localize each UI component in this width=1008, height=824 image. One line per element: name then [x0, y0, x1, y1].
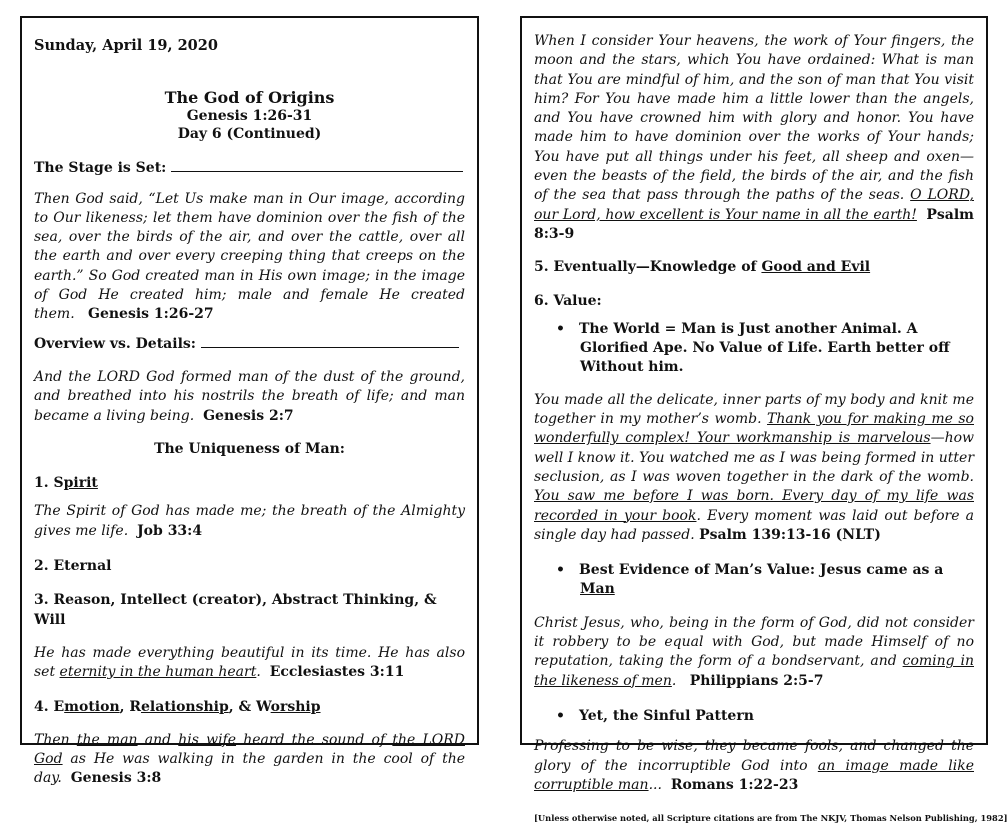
- quote-text: .: [671, 672, 677, 689]
- overview-line: [34, 334, 465, 354]
- quote-text: .: [256, 664, 261, 681]
- point-text: R: [129, 698, 142, 715]
- scripture-range: Genesis 1:26-31: [186, 108, 313, 125]
- quote-underlined: the LORD God: [34, 731, 465, 768]
- genesis-3-quote: [34, 731, 465, 789]
- quote-reference: Psalm 139:13-16 (NLT): [699, 526, 881, 543]
- quote-text: Christ Jesus, who, being in the form of God, did not consider it robbery to be equal with God, but made Himself of no reputation, taking the form of a bondservant, and: [534, 614, 974, 670]
- genesis-2-quote: [34, 368, 465, 426]
- point-knowledge: [534, 258, 974, 277]
- quote-underlined: You saw me before I was born. Every day of my life was recorded in your book: [534, 488, 974, 524]
- stage-set-label: The Stage is Set:: [34, 160, 167, 177]
- point-underlined: pirit: [63, 475, 98, 492]
- romans-quote: [534, 737, 974, 795]
- quote-text: and: [137, 731, 179, 748]
- point-number: 1. S: [34, 475, 64, 492]
- point-text: ,: [119, 698, 130, 715]
- quote-text: And the LORD God formed man of the dust of the ground, and breathed into his nostrils the breath of life; and man became a living being.: [34, 368, 465, 424]
- quote-text: When I consider Your heavens, the work of Your fingers, the moon and the stars, which You have ordained: What is man that You are mindful of him, and the son of man that You visit him? For You have made him a little lower than the angels, and You have crowned him with glory and honor. You have made him to have dominion over the works of Your hands; You have put all things under his feet, all sheep and oxen—even the beasts of the field, the birds of the air, and the fish of the sea that pass through the paths of the seas.: [534, 33, 974, 204]
- quote-underlined: coming in the likeness of men: [534, 653, 974, 689]
- overview-label: Overview vs. Details:: [34, 335, 196, 352]
- quote-reference: Job 33:4: [137, 522, 203, 539]
- quote-underlined: his wife: [178, 731, 237, 748]
- fill-in-blank: [201, 334, 459, 348]
- philippians-quote: [534, 614, 974, 691]
- point-underlined: elationship: [141, 698, 229, 715]
- bullet-text: Best Evidence of Man’s Value: Jesus came as a: [578, 562, 944, 579]
- quote-text: Then God said, “Let Us make man in Our image, according to Our likeness; let them have dominion over the fish of the sea, over the birds of the air, and over the cattle, over all the earth and over every creeping thing that creeps on the earth.” So God created man in His own image; in the image of God He created him; male and female He created them.: [34, 190, 465, 323]
- quote-underlined: an image made like corruptible man: [534, 757, 974, 793]
- right-page: [520, 16, 1008, 824]
- quote-reference: Genesis 1:26-27: [88, 306, 214, 323]
- footnote: [Unless otherwise noted, all Scripture citations are from The NKJV, Thomas Nelson Publishing, 1982]: [534, 813, 1008, 824]
- quote-text: You made all the delicate, inner parts of my body and knit me together in my mother’s womb.: [534, 391, 974, 428]
- quote-reference: Genesis 3:8: [70, 770, 162, 787]
- page-title: The God of Origins: [164, 88, 335, 108]
- quote-underlined: eternity in the human heart: [59, 664, 257, 681]
- quote-text: Then: [34, 731, 77, 748]
- quote-reference: Ecclesiastes 3:11: [269, 664, 405, 681]
- bullet-icon: •: [556, 707, 565, 724]
- fill-in-blank: [171, 158, 463, 172]
- quote-underlined: the man: [76, 731, 138, 748]
- quote-reference: Romans 1:22-23: [670, 776, 799, 793]
- bullet-sinful-pattern: [534, 707, 974, 726]
- quote-text: ...: [648, 776, 662, 793]
- quote-reference: Psalm 8:3-9: [534, 206, 974, 242]
- quote-text: —how well I know it. You watched me as I was being formed in utter seclusion, as I was woven together in the dark of the womb.: [534, 430, 975, 485]
- job-quote: [34, 502, 465, 541]
- date: Sunday, April 19, 2020: [34, 37, 218, 54]
- stage-set-line: [34, 158, 465, 178]
- section-heading: The Uniqueness of Man:: [154, 440, 345, 457]
- quote-text: . Every moment was laid out before a single day had passed.: [534, 507, 975, 543]
- quote-text: as He was walking in the garden in the cool of the day.: [34, 751, 465, 787]
- point-underlined: orship: [270, 698, 321, 715]
- point-underlined: Good and Evil: [761, 259, 871, 276]
- point-text: 5. Eventually—Knowledge of: [534, 259, 762, 276]
- quote-text: The Spirit of God has made me; the breath of the Almighty gives me life.: [34, 503, 465, 539]
- point-eternal: 2. Eternal: [34, 558, 112, 575]
- point-reason: 3. Reason, Intellect (creator), Abstract Thinking, & Will: [34, 592, 437, 628]
- quote-text: heard the sound of: [236, 731, 393, 748]
- bullet-best-evidence: [534, 561, 974, 600]
- point-text: 4. E: [34, 698, 65, 715]
- bullet-icon: •: [556, 562, 565, 579]
- psalm-139-quote: [534, 391, 974, 545]
- bullet-text: The World = Man is Just another Animal. A Glorified Ape. No Value of Life. Earth better off Without him.: [578, 320, 950, 376]
- quote-reference: Genesis 2:7: [203, 407, 294, 424]
- bullet-world-view: [534, 320, 974, 378]
- quote-text: He has made everything beautiful in its time. He has also set: [34, 644, 465, 681]
- psalm-8-quote: [534, 32, 974, 244]
- point-underlined: motion: [64, 698, 120, 715]
- bullet-icon: •: [556, 320, 565, 337]
- point-text: , & W: [228, 698, 271, 715]
- ecclesiastes-quote: [34, 644, 465, 683]
- quote-text: Professing to be wise, they became fools, and changed the glory of the incorruptible God into: [534, 738, 974, 774]
- genesis-1-quote: [34, 190, 465, 325]
- bullet-underlined: Man: [580, 581, 615, 598]
- quote-underlined: Thank you for making me so wonderfully complex! Your workmanship is marvelous: [534, 411, 974, 447]
- day-label: Day 6 (Continued): [177, 126, 322, 143]
- point-value: 6. Value:: [534, 292, 602, 309]
- left-page: [20, 16, 479, 787]
- quote-reference: Philippians 2:5-7: [689, 672, 824, 689]
- point-emotion: [34, 698, 465, 717]
- point-spirit: [34, 474, 465, 493]
- bullet-text: Yet, the Sinful Pattern: [578, 707, 754, 724]
- quote-underlined: O LORD, our Lord, how excellent is Your name in all the earth!: [534, 187, 974, 223]
